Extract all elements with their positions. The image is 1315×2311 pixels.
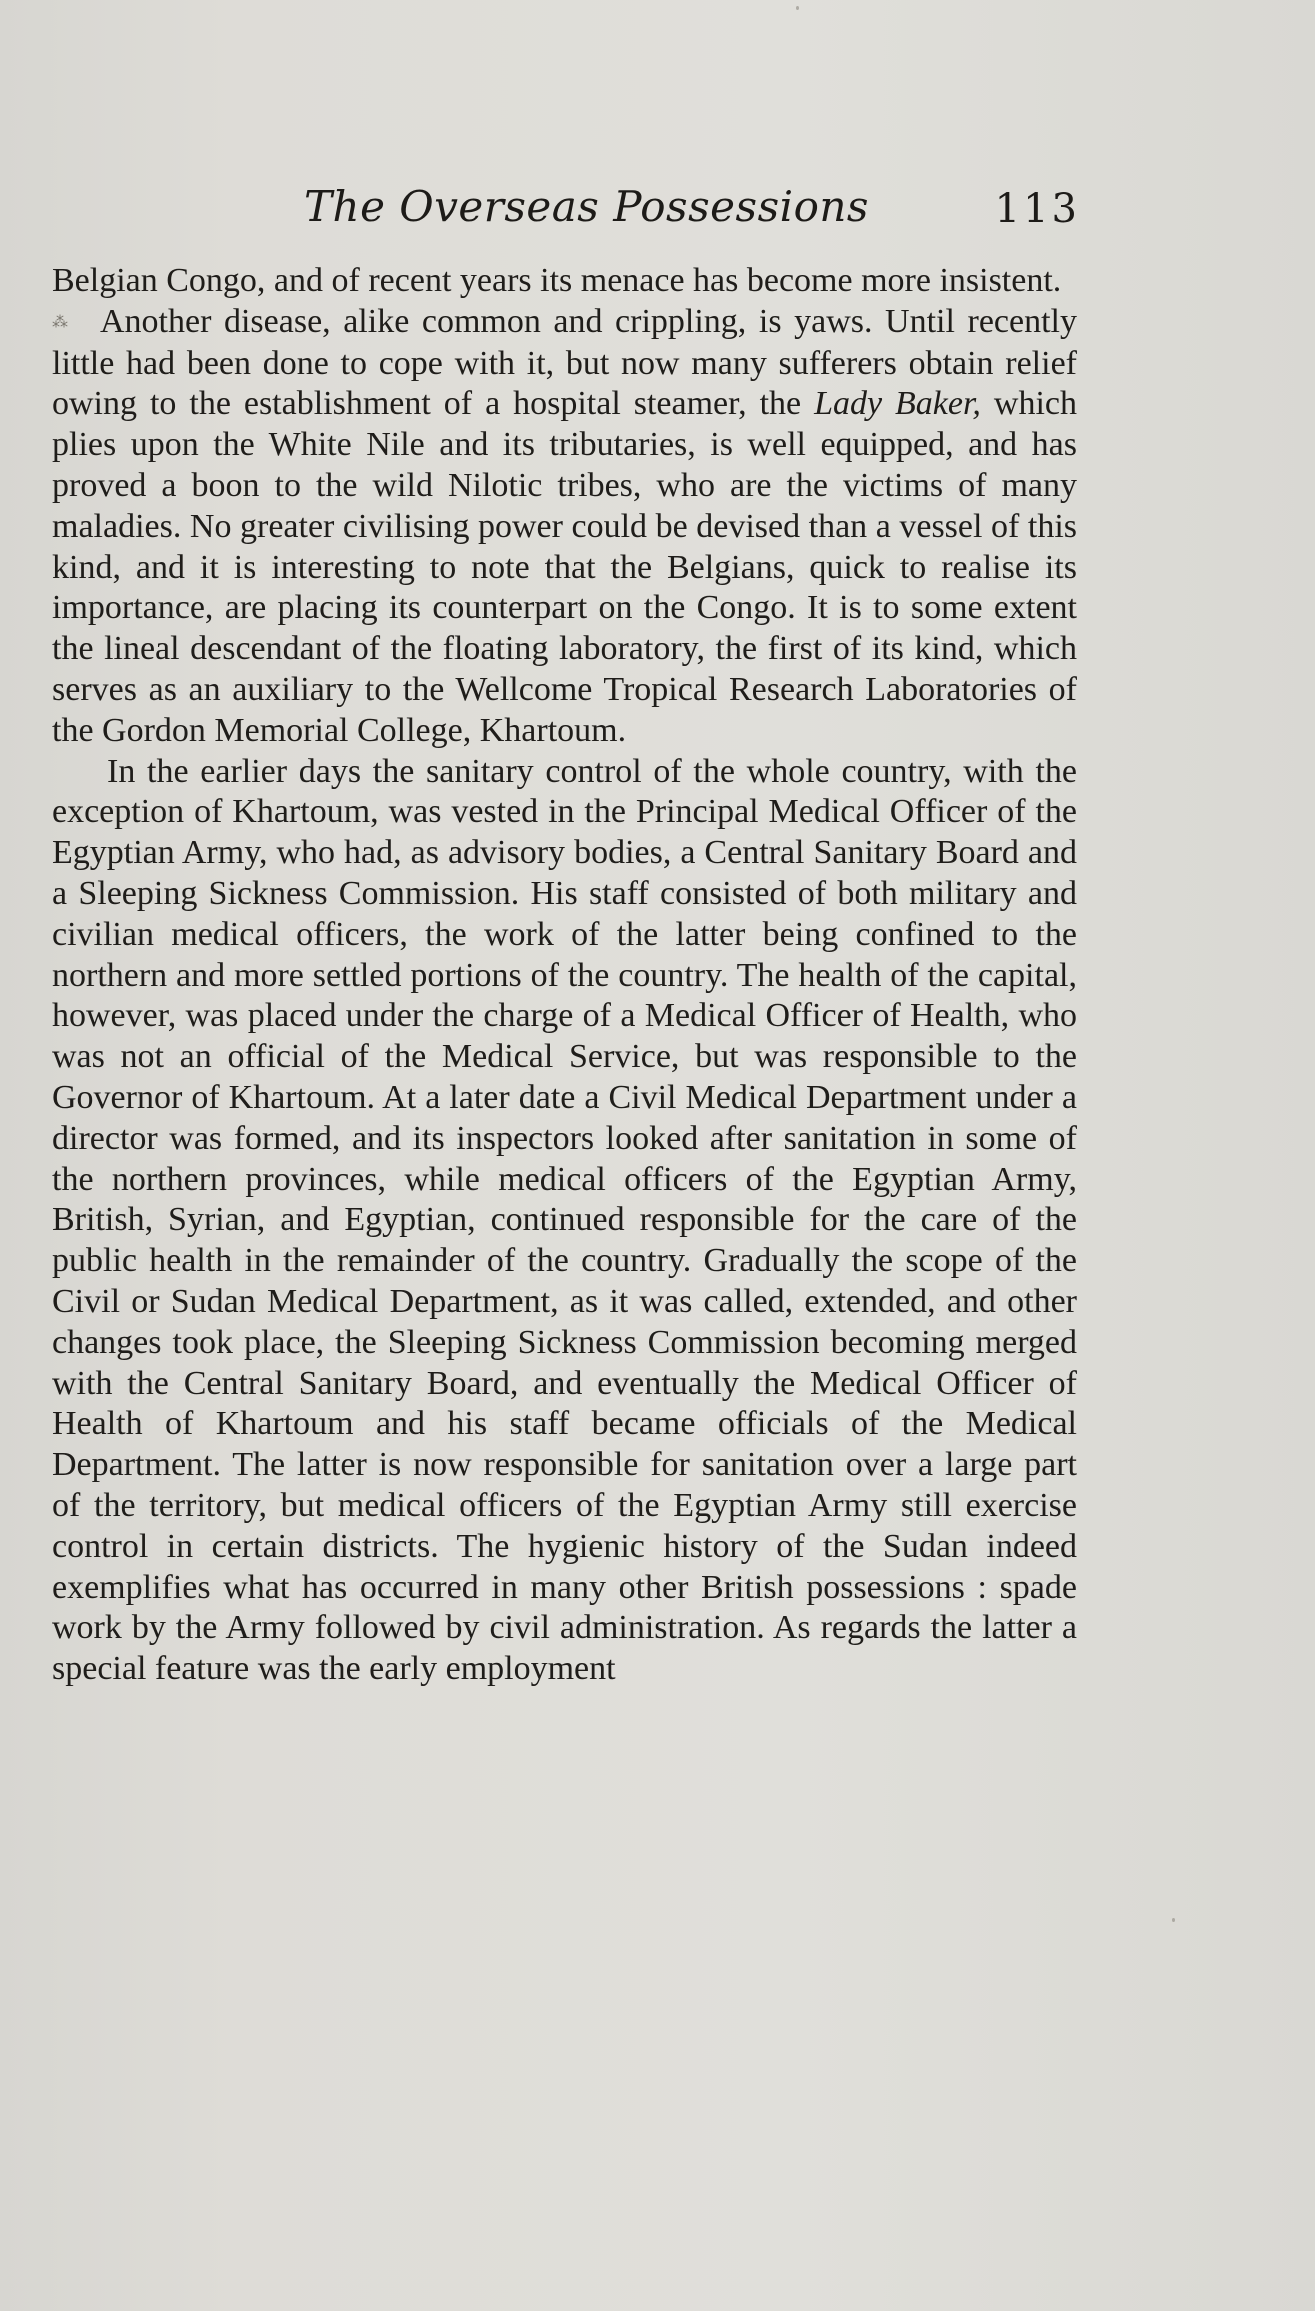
running-title: The Overseas Possessions — [304, 182, 869, 231]
paper-speck — [796, 6, 799, 10]
ship-name: Lady Baker, — [814, 385, 981, 423]
page-number: 113 — [994, 186, 1080, 232]
paragraph-3: In the earlier days the sanitary control of the whole country, with the exception of Khartoum, was vested in the Principal Medical Officer of the Egyptian Army, who had, as advisory bodies, a Central Sanitary Board and a Sleeping Sickness Commission. His staff consisted of both military and civilian medical officers, the work of the latter being confined to the northern and more settled portions of the country. The health of the capital, however, was placed under the charge of a Medical Officer of Health, who was not an official of the Medical Service, but was responsible to the Governor of Khartoum. At a later date a Civil Medical Department under a director was formed, and its inspectors looked after sanitation in some of the northern provinces, while medical officers of the Egyptian Army, British, Syrian, and Egyptian, continued responsible for the care of the public health in the remainder of the country. Gradually the scope of the Civil or Sudan Medical Department, as it was called, extended, and other changes took place, the Sleeping Sickness Commission becoming merged with the Central Sanitary Board, and eventually the Medical Officer of Health of Khartoum and his staff became officials of the Medical Department. The latter is now responsible for sanitation over a large part of the territory, but medical officers of the Egyptian Army still exercise control in certain districts. The hygienic history of the Sudan indeed exemplifies what has occurred in many other British possessions : spade work by the Army followed by civil administration. As regards the latter a special feature was the early employment — [52, 752, 1077, 1688]
paragraph-2-text-start: Another disease, alike common and crippling, is yaws. Until recently little had been done to cope with it, but now many sufferers obtain relief owing to the establishment of a hospital steamer, the — [52, 302, 1077, 423]
running-head — [50, 182, 1080, 238]
paragraph-2 — [52, 302, 1077, 752]
ornament-icon: ⁂ — [52, 313, 68, 331]
paragraph-1: Belgian Congo, and of recent years its menace has become more insistent. — [52, 262, 1062, 299]
paragraph-2-text-end: which plies upon the White Nile and its tributaries, is well equipped, and has proved a boon to the wild Nilotic tribes, who are the victims of many maladies. No greater civilising power could be devised than a vessel of this kind, and it is interesting to note that the Belgians, quick to realise its importance, are placing its counterpart on the Congo. It is to some extent the lineal descendant of the floating laboratory, the first of its kind, which serves as an auxiliary to the Wellcome Tropical Research Laboratories of the Gordon Memorial College, Khartoum. — [52, 385, 1077, 749]
paper-speck — [1172, 1918, 1175, 1922]
body-text — [52, 261, 1077, 1690]
